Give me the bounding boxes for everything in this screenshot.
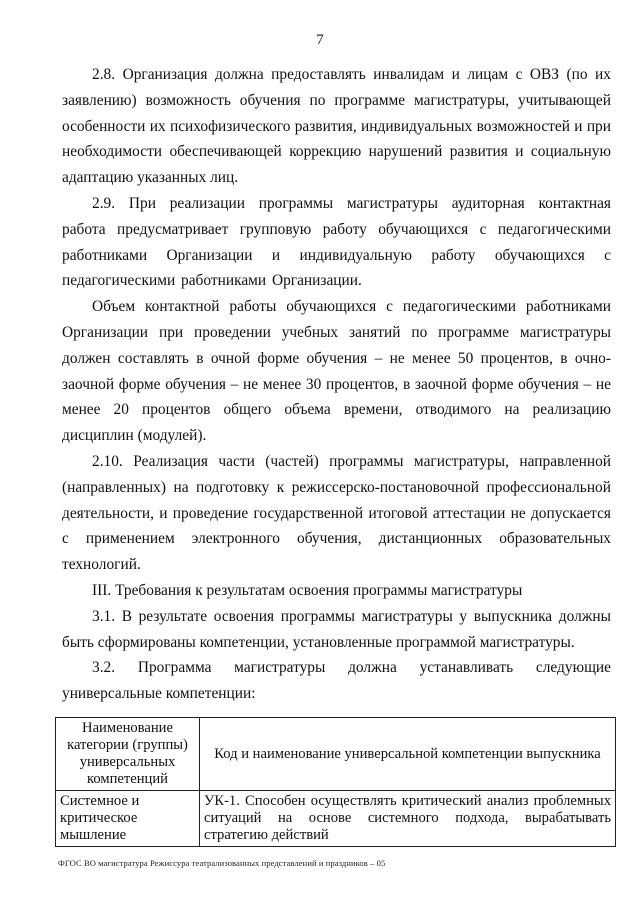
competence-cell: УК-1. Способен осуществлять критический анализ проблемных ситуаций на основе системного подхода, вырабатывать стратегию действий (200, 791, 616, 847)
paragraph-2-8: 2.8. Организация должна предоставлять инвалидам и лицам с ОВЗ (по их заявлению) возможность обучения по программе магистратуры, учитывающей особенности их психофизического развития, индивидуальных возможностей и при необходимости обеспечивающей коррекцию нарушений развития и социальную адаптацию указанных лиц. (62, 66, 611, 187)
paragraph-3-2: 3.2. Программа магистратуры должна устанавливать следующие универсальные компетенции: (62, 659, 611, 703)
document-body (62, 62, 611, 707)
competence-table (55, 717, 616, 847)
header-competence-cell: Код и наименование универсальной компетенции выпускника (200, 718, 616, 791)
paragraph-contact-volume: Объем контактной работы обучающихся с педагогическими работниками Организации при проведении учебных занятий по программе магистратуры должен составлять в очной форме обучения – не менее 50 процентов, в очно-заочной форме обучения – не менее 30 процентов, в заочной форме обучения – не менее 20 процентов общего объема времени, отводимого на реализацию дисциплин (модулей). (62, 298, 611, 445)
header-category-cell: Наименование категории (группы) универсальных компетенций (56, 718, 200, 791)
section-title: III. Требования к результатам освоения программы магистратуры (92, 581, 523, 599)
paragraph-3-1: 3.1. В результате освоения программы магистратуры у выпускника должны быть сформированы компетенции, установленные программой магистратуры. (62, 607, 611, 651)
paragraph-2-9: 2.9. При реализации программы магистратуры аудиторная контактная работа предусматривает групповую работу обучающихся с педагогическими работниками Организации и индивидуальную работу обучающихся с педагогическими работниками Организации. (62, 194, 611, 290)
table-header-row (56, 718, 616, 791)
page-footer: ФГОС ВО магистратура Режиссура театрализованных представлений и праздников – 05 (58, 858, 386, 868)
paragraph-2-10: 2.10. Реализация части (частей) программы магистратуры, направленной (направленных) на подготовку к режиссерско-постановочной профессиональной деятельности, и проведение государственной итоговой аттестации не допускается с применением электронного обучения, дистанционных образовательных технологий. (62, 452, 611, 574)
page-number: 7 (316, 32, 324, 48)
category-cell: Системное и критическое мышление (56, 791, 200, 847)
table-row (56, 791, 616, 847)
